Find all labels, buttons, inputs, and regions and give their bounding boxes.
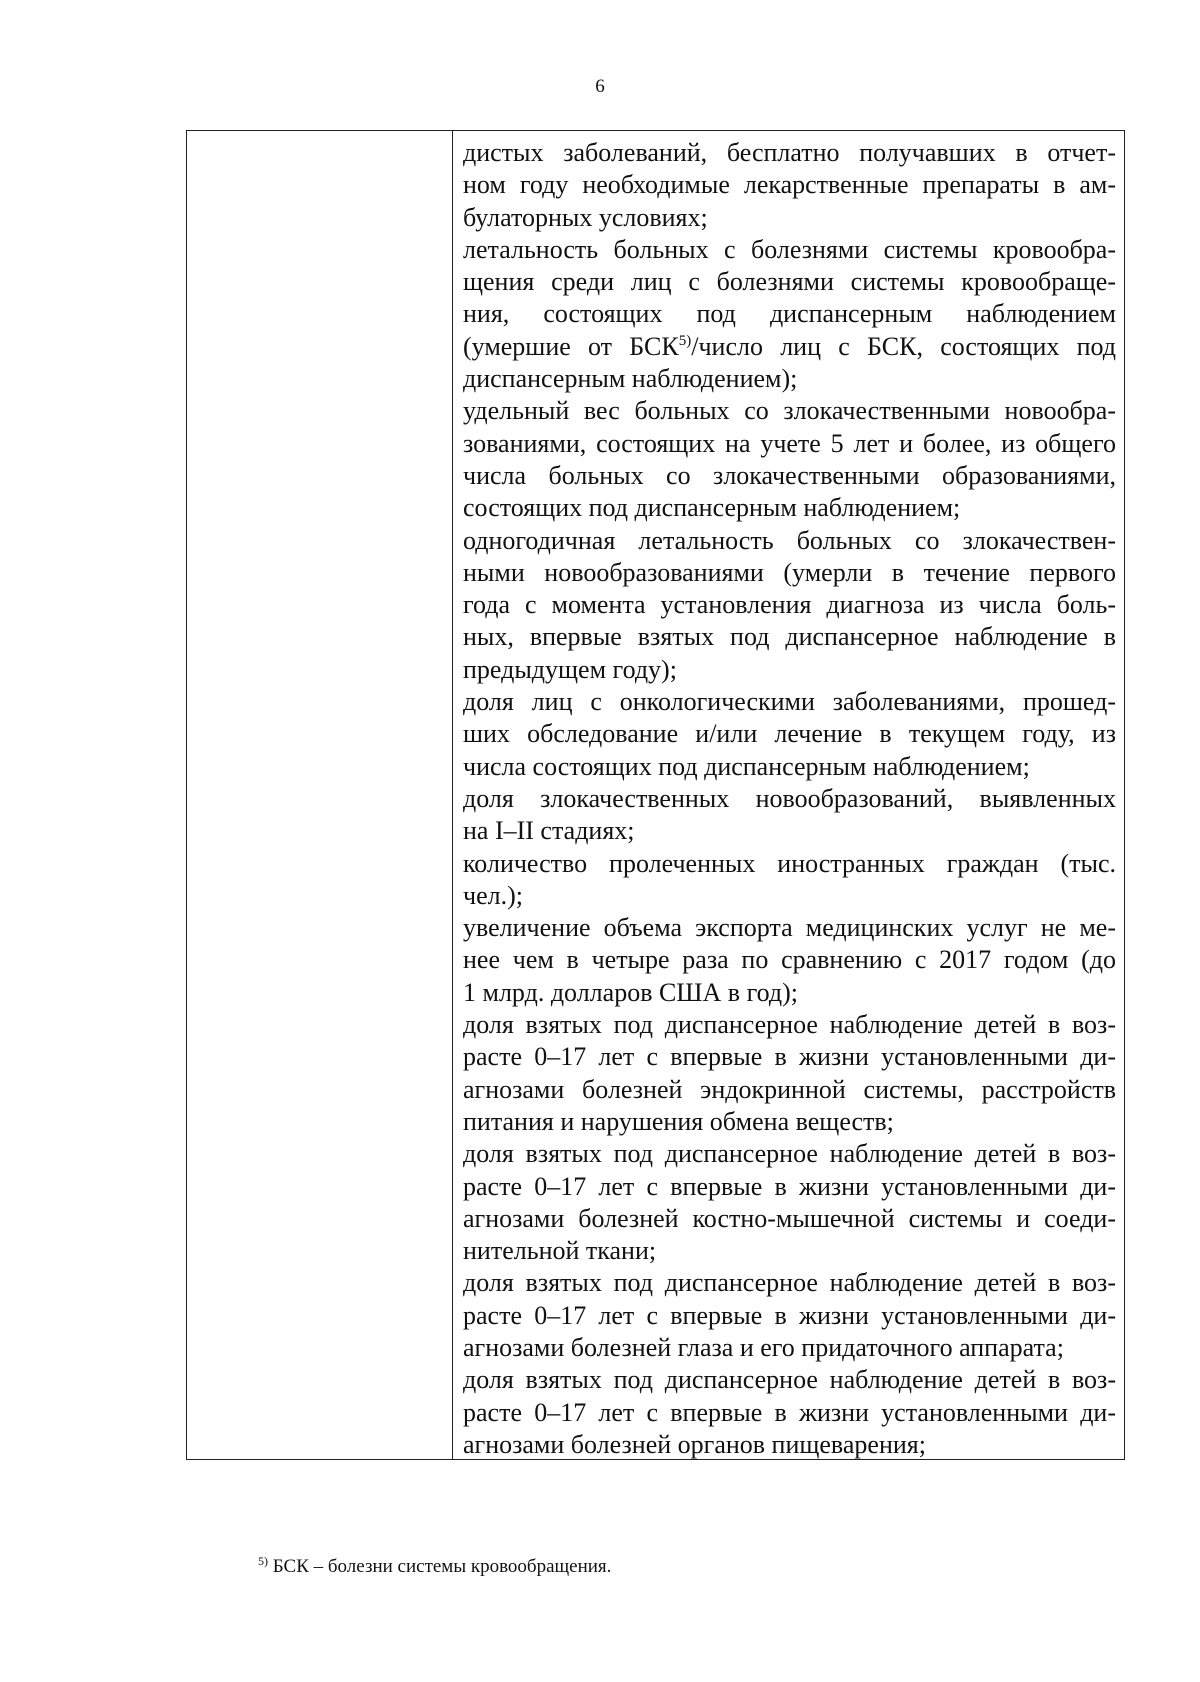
text-line: агнозами болезней эндокринной системы, расстройств — [463, 1074, 1116, 1104]
text-line: года с момента установления диагноза из числа боль- — [463, 590, 1116, 620]
text-line: ными новообразованиями (умерли в течение первого — [463, 557, 1116, 587]
text-line: 1 млрд. долларов США в год); — [463, 977, 798, 1007]
text-line: летальность больных с болезнями системы кровообра- — [463, 234, 1116, 264]
text-line: доля злокачественных новообразований, выявленных — [463, 783, 1116, 813]
footnote — [258, 1556, 611, 1578]
text-segment: /число лиц с БСК, состоящих под — [691, 331, 1116, 361]
text-line: щения среди лиц с болезнями системы кровообраще- — [463, 267, 1116, 297]
footnote-reference: 5) — [678, 332, 692, 349]
text-line: дистых заболеваний, бесплатно получавших в отчет- — [463, 138, 1116, 167]
text-line: агнозами болезней костно-мышечной системы и соеди- — [463, 1203, 1116, 1233]
text-line: количество пролеченных иностранных граждан (тыс. — [463, 848, 1116, 878]
table-left-cell — [187, 131, 453, 1459]
text-line: доля взятых под диспансерное наблюдение детей в воз- — [463, 1139, 1116, 1169]
text-line: расте 0–17 лет с впервые в жизни установленными ди- — [463, 1042, 1116, 1072]
text-line: доля взятых под диспансерное наблюдение детей в воз- — [463, 1365, 1116, 1395]
text-line: удельный вес больных со злокачественными новообра- — [463, 396, 1116, 426]
text-line: числа состоящих под диспансерным наблюдением; — [463, 751, 1030, 781]
text-line: ния, состоящих под диспансерным наблюдением — [463, 299, 1116, 329]
footnote-marker: 5) — [258, 1554, 268, 1568]
text-line: нее чем в четыре раза по сравнению с 2017 годом (до — [463, 945, 1116, 975]
document-table — [186, 130, 1125, 1460]
text-line: расте 0–17 лет с впервые в жизни установленными ди- — [463, 1300, 1116, 1330]
text-line: доля лиц с онкологическими заболеваниями, прошед- — [463, 687, 1116, 717]
text-line: агнозами болезней глаза и его придаточного аппарата; — [463, 1332, 1064, 1362]
footnote-text: БСК – болезни системы кровообращения. — [268, 1556, 612, 1577]
text-segment: (умершие от БСК — [463, 331, 679, 361]
text-line: числа больных со злокачественными образованиями, — [463, 460, 1116, 490]
text-line: зованиями, состоящих на учете 5 лет и более, из общего — [463, 428, 1116, 458]
text-line: булаторных условиях; — [463, 202, 708, 232]
text-line: на I–II стадиях; — [463, 816, 635, 846]
text-line: питания и нарушения обмена веществ; — [463, 1106, 894, 1136]
text-line: увеличение объема экспорта медицинских услуг не ме- — [463, 913, 1116, 943]
text-line: ных, впервые взятых под диспансерное наблюдение в — [463, 622, 1116, 652]
text-line: диспансерным наблюдением); — [463, 364, 798, 394]
text-line: агнозами болезней органов пищеварения; — [463, 1429, 926, 1459]
text-line: предыдущем году); — [463, 654, 677, 684]
page-number: 6 — [595, 76, 605, 97]
text-line: доля взятых под диспансерное наблюдение детей в воз- — [463, 1010, 1116, 1040]
text-line: чел.); — [463, 880, 523, 910]
text-line: состоящих под диспансерным наблюдением; — [463, 493, 961, 523]
text-line: расте 0–17 лет с впервые в жизни установленными ди- — [463, 1397, 1116, 1427]
text-line — [463, 331, 1116, 363]
text-line: нительной ткани; — [463, 1236, 657, 1266]
text-line: одногодичная летальность больных со злокачествен- — [463, 525, 1116, 555]
text-line: расте 0–17 лет с впервые в жизни установленными ди- — [463, 1171, 1116, 1201]
table-right-cell — [453, 131, 1124, 1459]
text-line: ших обследование и/или лечение в текущем году, из — [463, 719, 1116, 749]
text-line: доля взятых под диспансерное наблюдение детей в воз- — [463, 1268, 1116, 1298]
text-line: ном году необходимые лекарственные препараты в ам- — [463, 170, 1116, 200]
